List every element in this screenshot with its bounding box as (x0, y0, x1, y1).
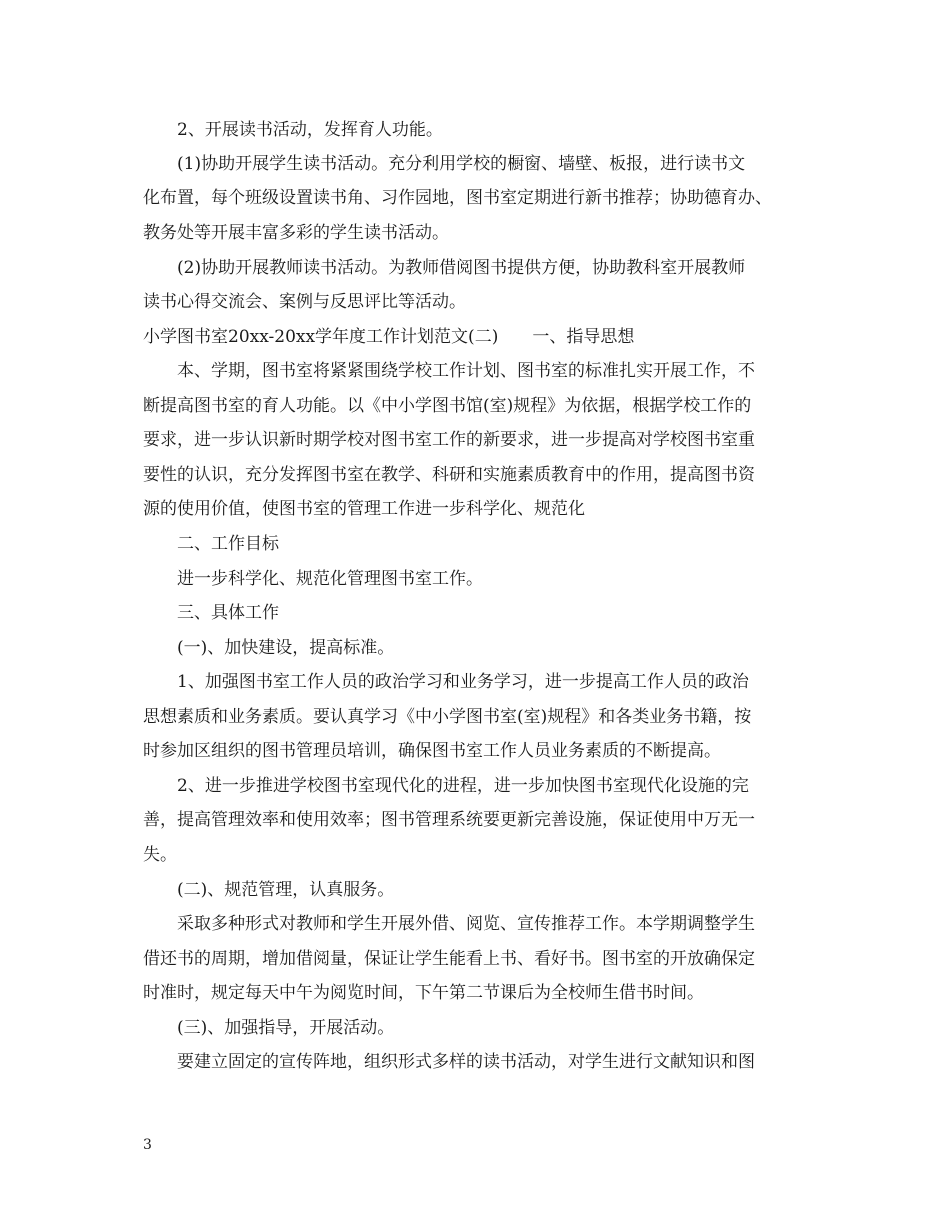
subheading-line: (三)、加强指导，开展活动。 (177, 1018, 395, 1038)
paragraph-line: 思想素质和业务素质。要认真学习《中小学图书室(室)规程》和各类业务书籍，按 (143, 707, 752, 727)
paragraph-line: 1、加强图书室工作人员的政治学习和业务学习，进一步提高工作人员的政治 (177, 672, 749, 692)
page-number: 3 (143, 1137, 152, 1153)
paragraph-line: 进一步科学化、规范化管理图书室工作。 (177, 569, 483, 589)
paragraph-line: 借还书的周期，增加借阅量，保证让学生能看上书、看好书。图书室的开放确保定 (143, 949, 755, 969)
paragraph-line: 2、开展读书活动，发挥育人功能。 (177, 120, 443, 140)
paragraph-line: 教务处等开展丰富多彩的学生读书活动。 (143, 223, 449, 243)
paragraph-line: 源的使用价值，使图书室的管理工作进一步科学化、规范化 (143, 499, 585, 519)
paragraph-line: 善，提高管理效率和使用效率；图书管理系统要更新完善设施，保证使用中万无一 (143, 810, 755, 830)
paragraph-line: 时准时，规定每天中午为阅览时间，下午第二节课后为全校师生借书时间。 (143, 983, 704, 1003)
section-heading-line: 小学图书室20xx-20xx学年度工作计划范文(二) 一、指导思想 (143, 327, 635, 347)
paragraph-line: 采取多种形式对教师和学生开展外借、阅览、宣传推荐工作。本学期调整学生 (177, 914, 755, 934)
paragraph-line: 要性的认识，充分发挥图书室在教学、科研和实施素质教育中的作用，提高图书资 (143, 465, 755, 485)
paragraph-line: 读书心得交流会、案例与反思评比等活动。 (143, 292, 466, 312)
paragraph-line: 化布置，每个班级设置读书角、习作园地，图书室定期进行新书推荐；协助德育办、 (143, 188, 772, 208)
paragraph-line: (1)协助开展学生读书活动。充分利用学校的橱窗、墙壁、板报，进行读书文 (177, 154, 746, 174)
paragraph-line: 要求，进一步认识新时期学校对图书室工作的新要求，进一步提高对学校图书室重 (143, 430, 755, 450)
subheading-line: (二)、规范管理，认真服务。 (177, 880, 395, 900)
heading-line: 三、具体工作 (177, 603, 279, 623)
paragraph-line: 2、进一步推进学校图书室现代化的进程，进一步加快图书室现代化设施的完 (177, 776, 749, 796)
heading-line: 二、工作目标 (177, 534, 279, 554)
paragraph-line: 断提高图书室的育人功能。以《中小学图书馆(室)规程》为依据，根据学校工作的 (143, 396, 752, 416)
subheading-line: (一)、加快建设，提高标准。 (177, 638, 395, 658)
paragraph-line: 失。 (143, 845, 177, 865)
paragraph-line: (2)协助开展教师读书活动。为教师借阅图书提供方便，协助教科室开展教师 (177, 258, 746, 278)
paragraph-line: 时参加区组织的图书管理员培训，确保图书室工作人员业务素质的不断提高。 (143, 741, 721, 761)
paragraph-line: 要建立固定的宣传阵地，组织形式多样的读书活动，对学生进行文献知识和图 (177, 1052, 755, 1072)
paragraph-line: 本、学期，图书室将紧紧围绕学校工作计划、图书室的标准扎实开展工作，不 (177, 361, 755, 381)
